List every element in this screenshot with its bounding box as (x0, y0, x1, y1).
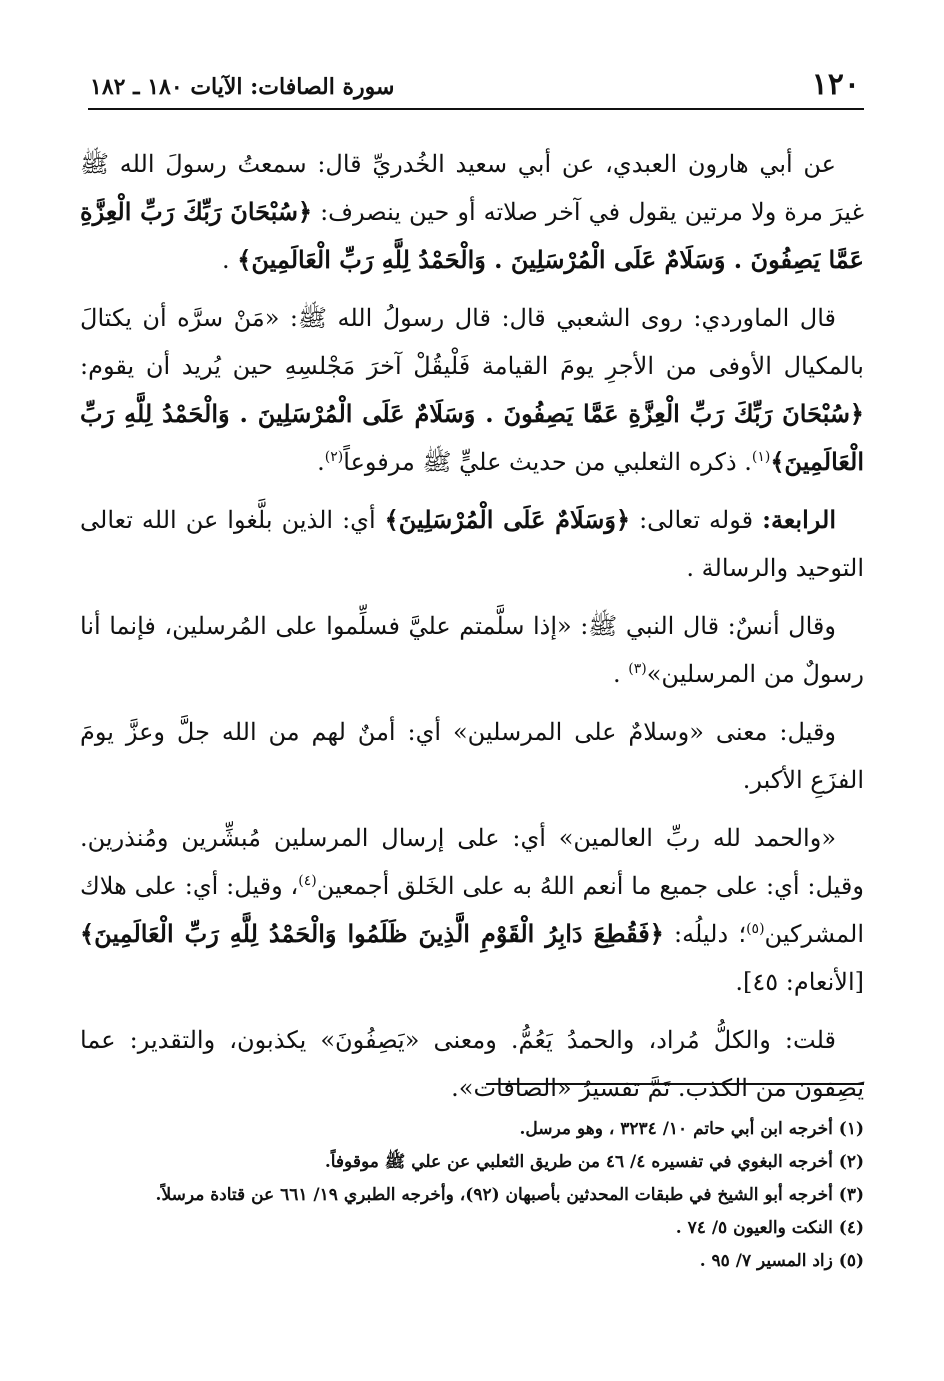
paragraph-1 (80, 140, 864, 284)
paragraph-6-text-2: ، وقيل: أي: على هلاك المشركين (80, 872, 864, 948)
paragraph-3-text-2: أي: الذين بلَّغوا عن الله تعالى التوحيد والرسالة . (80, 506, 864, 582)
paragraph-2 (80, 294, 864, 486)
header-rule (88, 108, 864, 110)
footnote-3: (٣) أخرجه أبو الشيخ في طبقات المحدثين بأصبهان (٩٢)، وأخرجه الطبري ١٩/ ٦٦١ عن قتادة مرسلاً. (155, 1185, 864, 1205)
footnote-4: (٤) النكت والعيون ٥/ ٧٤ . (675, 1218, 864, 1238)
paragraph-5 (80, 708, 864, 804)
paragraph-6 (80, 814, 864, 1006)
footnotes (80, 1113, 864, 1278)
paragraph-7 (80, 1016, 864, 1112)
main-text (80, 140, 864, 1122)
quran-verse: ﴿فَقُطِعَ دَابِرُ الْقَوْمِ الَّذِينَ ظَلَمُوا وَالْحَمْدُ لِلَّهِ رَبِّ الْعَالَمِينَ﴾ (80, 919, 664, 948)
paragraph-6-text: «والحمد لله ربِّ العالمين» أي: على إرسال المرسلين مُبشِّرين ومُنذرين. وقيل: أي: على جميع ما أنعم اللهُ به على الخَلق أجمعين (80, 824, 864, 900)
quran-verse: ﴿سُبْحَانَ رَبِّكَ رَبِّ الْعِزَّةِ عَمَّا يَصِفُونَ . وَسَلَامٌ عَلَى الْمُرْسَلِينَ . وَالْحَمْدُ لِلَّهِ رَبِّ الْعَالَمِينَ﴾ (80, 197, 864, 274)
paragraph-2-end: . (317, 448, 325, 476)
footnote-rule (486, 1083, 864, 1085)
paragraph-2-text-2: . ذكره الثعلبي من حديث عليٍّ ﷺ مرفوعاً (343, 448, 752, 476)
paragraph-7-text: قلت: والكلُّ مُراد، والحمدُ يَعُمُّ. ومعنى «يَصِفُونَ» يكذبون، والتقدير: عما يَصِفون من الكذب. تَمَّ تفسيرُ «الصافات». (80, 1026, 864, 1102)
paragraph-3-text: قوله تعالى: (630, 506, 763, 534)
quran-verse: ﴿وَسَلَامٌ عَلَى الْمُرْسَلِينَ﴾ (384, 505, 631, 534)
paragraph-4-end: . (613, 660, 629, 688)
paragraph-4-text: وقال أنسٌ: قال النبي ﷺ: «إذا سلَّمتم عليَّ فسلِّموا على المُرسلين، فإنما أنا رسولٌ من المرسلين» (80, 612, 864, 688)
footnote-ref-4: (٤) (298, 873, 317, 889)
paragraph-3 (80, 496, 864, 592)
page-header (90, 58, 860, 104)
section-label: الرابعة: (762, 505, 836, 534)
footnote-ref-2: (٢) (324, 449, 344, 465)
paragraph-4 (80, 602, 864, 698)
footnote-2: (٢) أخرجه البغوي في تفسيره ٤/ ٤٦ من طريق الثعلبي عن علي ﷺ موقوفاً. (324, 1152, 864, 1172)
footnote-ref-3: (٣) (628, 661, 647, 677)
footnote-1: (١) أخرجه ابن أبي حاتم ١٠/ ٣٢٣٤ ، وهو مرسل. (519, 1119, 864, 1139)
paragraph-6-text-3: ؛ دليلُه: (663, 920, 747, 948)
paragraph-5-text: وقيل: معنى «وسلامٌ على المرسلين» أي: أمنٌ لهم من الله جلَّ وعزَّ يومَ الفزَعِ الأكبر. (80, 718, 864, 794)
paragraph-1-end: . (222, 246, 238, 274)
running-title: سورة الصافات: الآيات ١٨٠ ـ ١٨٢ (90, 74, 395, 100)
quran-citation: [الأنعام: ٤٥]. (735, 968, 864, 996)
page-number: ١٢٠ (811, 67, 860, 102)
footnote-5: (٥) زاد المسير ٧/ ٩٥ . (699, 1251, 864, 1271)
paragraph-1-text: عن أبي هارون العبدي، عن أبي سعيد الخُدريِّ قال: سمعتُ رسولَ الله ﷺ غيرَ مرة ولا مرتين يقول في آخر صلاته أو حين ينصرف: (80, 150, 864, 226)
footnote-ref-5: (٥) (746, 921, 765, 937)
footnote-ref-1: (١) (751, 449, 771, 465)
quran-verse: ﴿سُبْحَانَ رَبِّكَ رَبِّ الْعِزَّةِ عَمَّا يَصِفُونَ . وَسَلَامٌ عَلَى الْمُرْسَلِينَ . وَالْحَمْدُ لِلَّهِ رَبِّ الْعَالَمِينَ﴾ (80, 399, 864, 476)
paragraph-2-text: قال الماوردي: روى الشعبي قال: قال رسولُ الله ﷺ: «مَنْ سرَّه أن يكتالَ بالمكيال الأوفى من الأجرِ يومَ القيامة فَلْيقُلْ آخرَ مَجْلسِهِ حين يُريد أن يقوم: (80, 304, 864, 380)
